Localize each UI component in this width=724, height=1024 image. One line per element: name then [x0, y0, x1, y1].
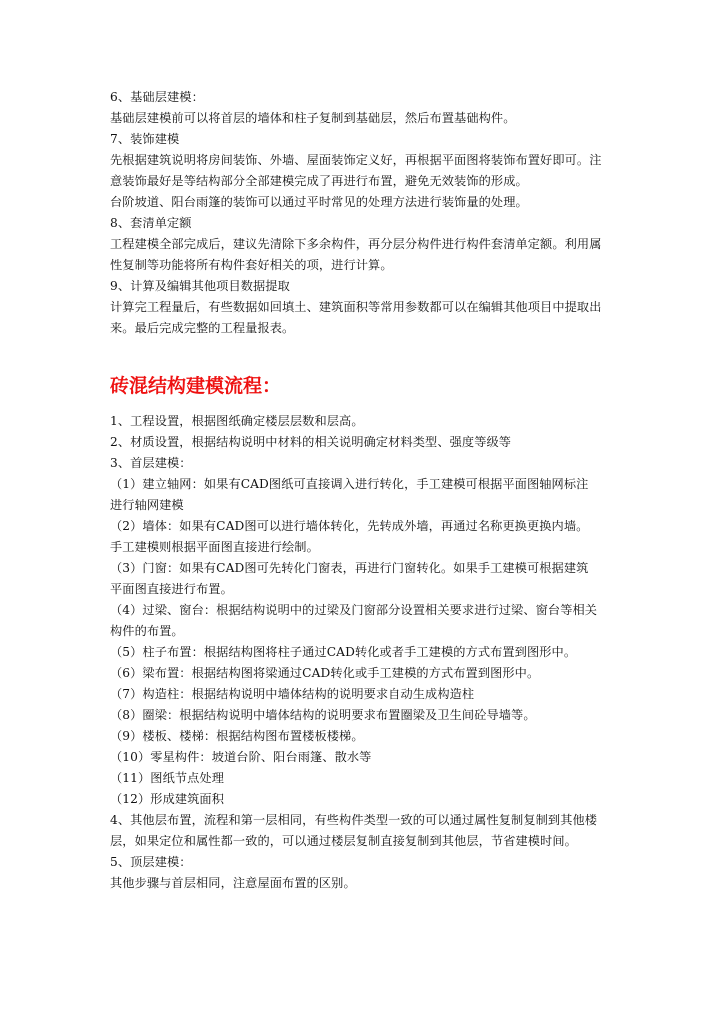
text-line: 基础层建模前可以将首层的墙体和柱子复制到基础层，然后布置基础构件。 [110, 111, 516, 125]
text-line: （7）构造柱：根据结构说明中墙体结构的说明要求自动生成构造柱 [110, 687, 475, 701]
text-line: （4）过梁、窗台：根据结构说明中的过梁及门窗部分设置相关要求进行过梁、窗台等相关 [110, 603, 598, 617]
text-line: 进行轴网建模 [110, 498, 184, 512]
text-line: （6）梁布置：根据结构图将梁通过CAD转化或手工建模的方式布置到图形中。 [110, 666, 540, 680]
text-line: 层，如果定位和属性都一致的，可以通过楼层复制直接复制到其他层，节省建模时间。 [110, 834, 577, 848]
text-line: 先根据建筑说明将房间装饰、外墙、屋面装饰定义好，再根据平面图将装饰布置好即可。注 [110, 153, 602, 167]
text-line: （3）门窗：如果有CAD图可先转化门窗表，再进行门窗转化。如果手工建模可根据建筑 [110, 561, 589, 575]
text-line: 8、套清单定额 [110, 216, 192, 230]
text-line: 6、基础层建模： [110, 90, 204, 104]
text-line: （1）建立轴网：如果有CAD图纸可直接调入进行转化，手工建模可根据平面图轴网标注 [110, 477, 589, 491]
text-line: 7、装饰建模 [110, 132, 180, 146]
text-line: 手工建模则根据平面图直接进行绘制。 [110, 540, 319, 554]
text-line: 构件的布置。 [110, 624, 184, 638]
text-line: 计算完工程量后，有些数据如回填土、建筑面积等常用参数都可以在编辑其他项目中提取出 [110, 300, 602, 314]
text-line: 9、计算及编辑其他项目数据提取 [110, 279, 290, 293]
text-line: （9）楼板、楼梯：根据结构图布置楼板楼梯。 [110, 729, 364, 743]
section-foundation-decoration-quantities [110, 87, 620, 339]
section-heading: 砖混结构建模流程： [110, 375, 282, 397]
text-line: 意装饰最好是等结构部分全部建模完成了再进行布置，避免无效装饰的形成。 [110, 174, 528, 188]
text-line: 4、其他层布置，流程和第一层相同，有些构件类型一致的可以通过属性复制复制到其他楼 [110, 813, 598, 827]
text-line: 2、材质设置，根据结构说明中材料的相关说明确定材料类型、强度等级等 [110, 435, 512, 449]
text-line: 平面图直接进行布置。 [110, 582, 233, 596]
text-line: （5）柱子布置：根据结构图将柱子通过CAD转化或者手工建模的方式布置到图形中。 [110, 645, 577, 659]
text-line: （8）圈梁：根据结构说明中墙体结构的说明要求布置圈梁及卫生间砼导墙等。 [110, 708, 536, 722]
text-line: 5、顶层建模： [110, 855, 192, 869]
text-line: （12）形成建筑面积 [110, 792, 225, 806]
text-line: （10）零星构件：坡道台阶、阳台雨篷、散水等 [110, 750, 372, 764]
text-line: 工程建模全部完成后，建议先清除下多余构件，再分层分构件进行构件套清单定额。利用属 [110, 237, 602, 251]
text-line: （11）图纸节点处理 [110, 771, 225, 785]
text-line: 台阶坡道、阳台雨篷的装饰可以通过平时常见的处理方法进行装饰量的处理。 [110, 195, 528, 209]
text-line: 3、首层建模： [110, 456, 192, 470]
section-masonry-modeling-process [110, 411, 620, 894]
text-line: 1、工程设置，根据图纸确定楼层层数和层高。 [110, 414, 364, 428]
text-line: 性复制等功能将所有构件套好相关的项，进行计算。 [110, 258, 393, 272]
document-page [110, 87, 620, 894]
text-line: 来。最后完成完整的工程量报表。 [110, 321, 295, 335]
text-line: 其他步骤与首层相同，注意屋面布置的区别。 [110, 876, 356, 890]
text-line: （2）墙体：如果有CAD图可以进行墙体转化，先转成外墙，再通过名称更换更换内墙。 [110, 519, 589, 533]
